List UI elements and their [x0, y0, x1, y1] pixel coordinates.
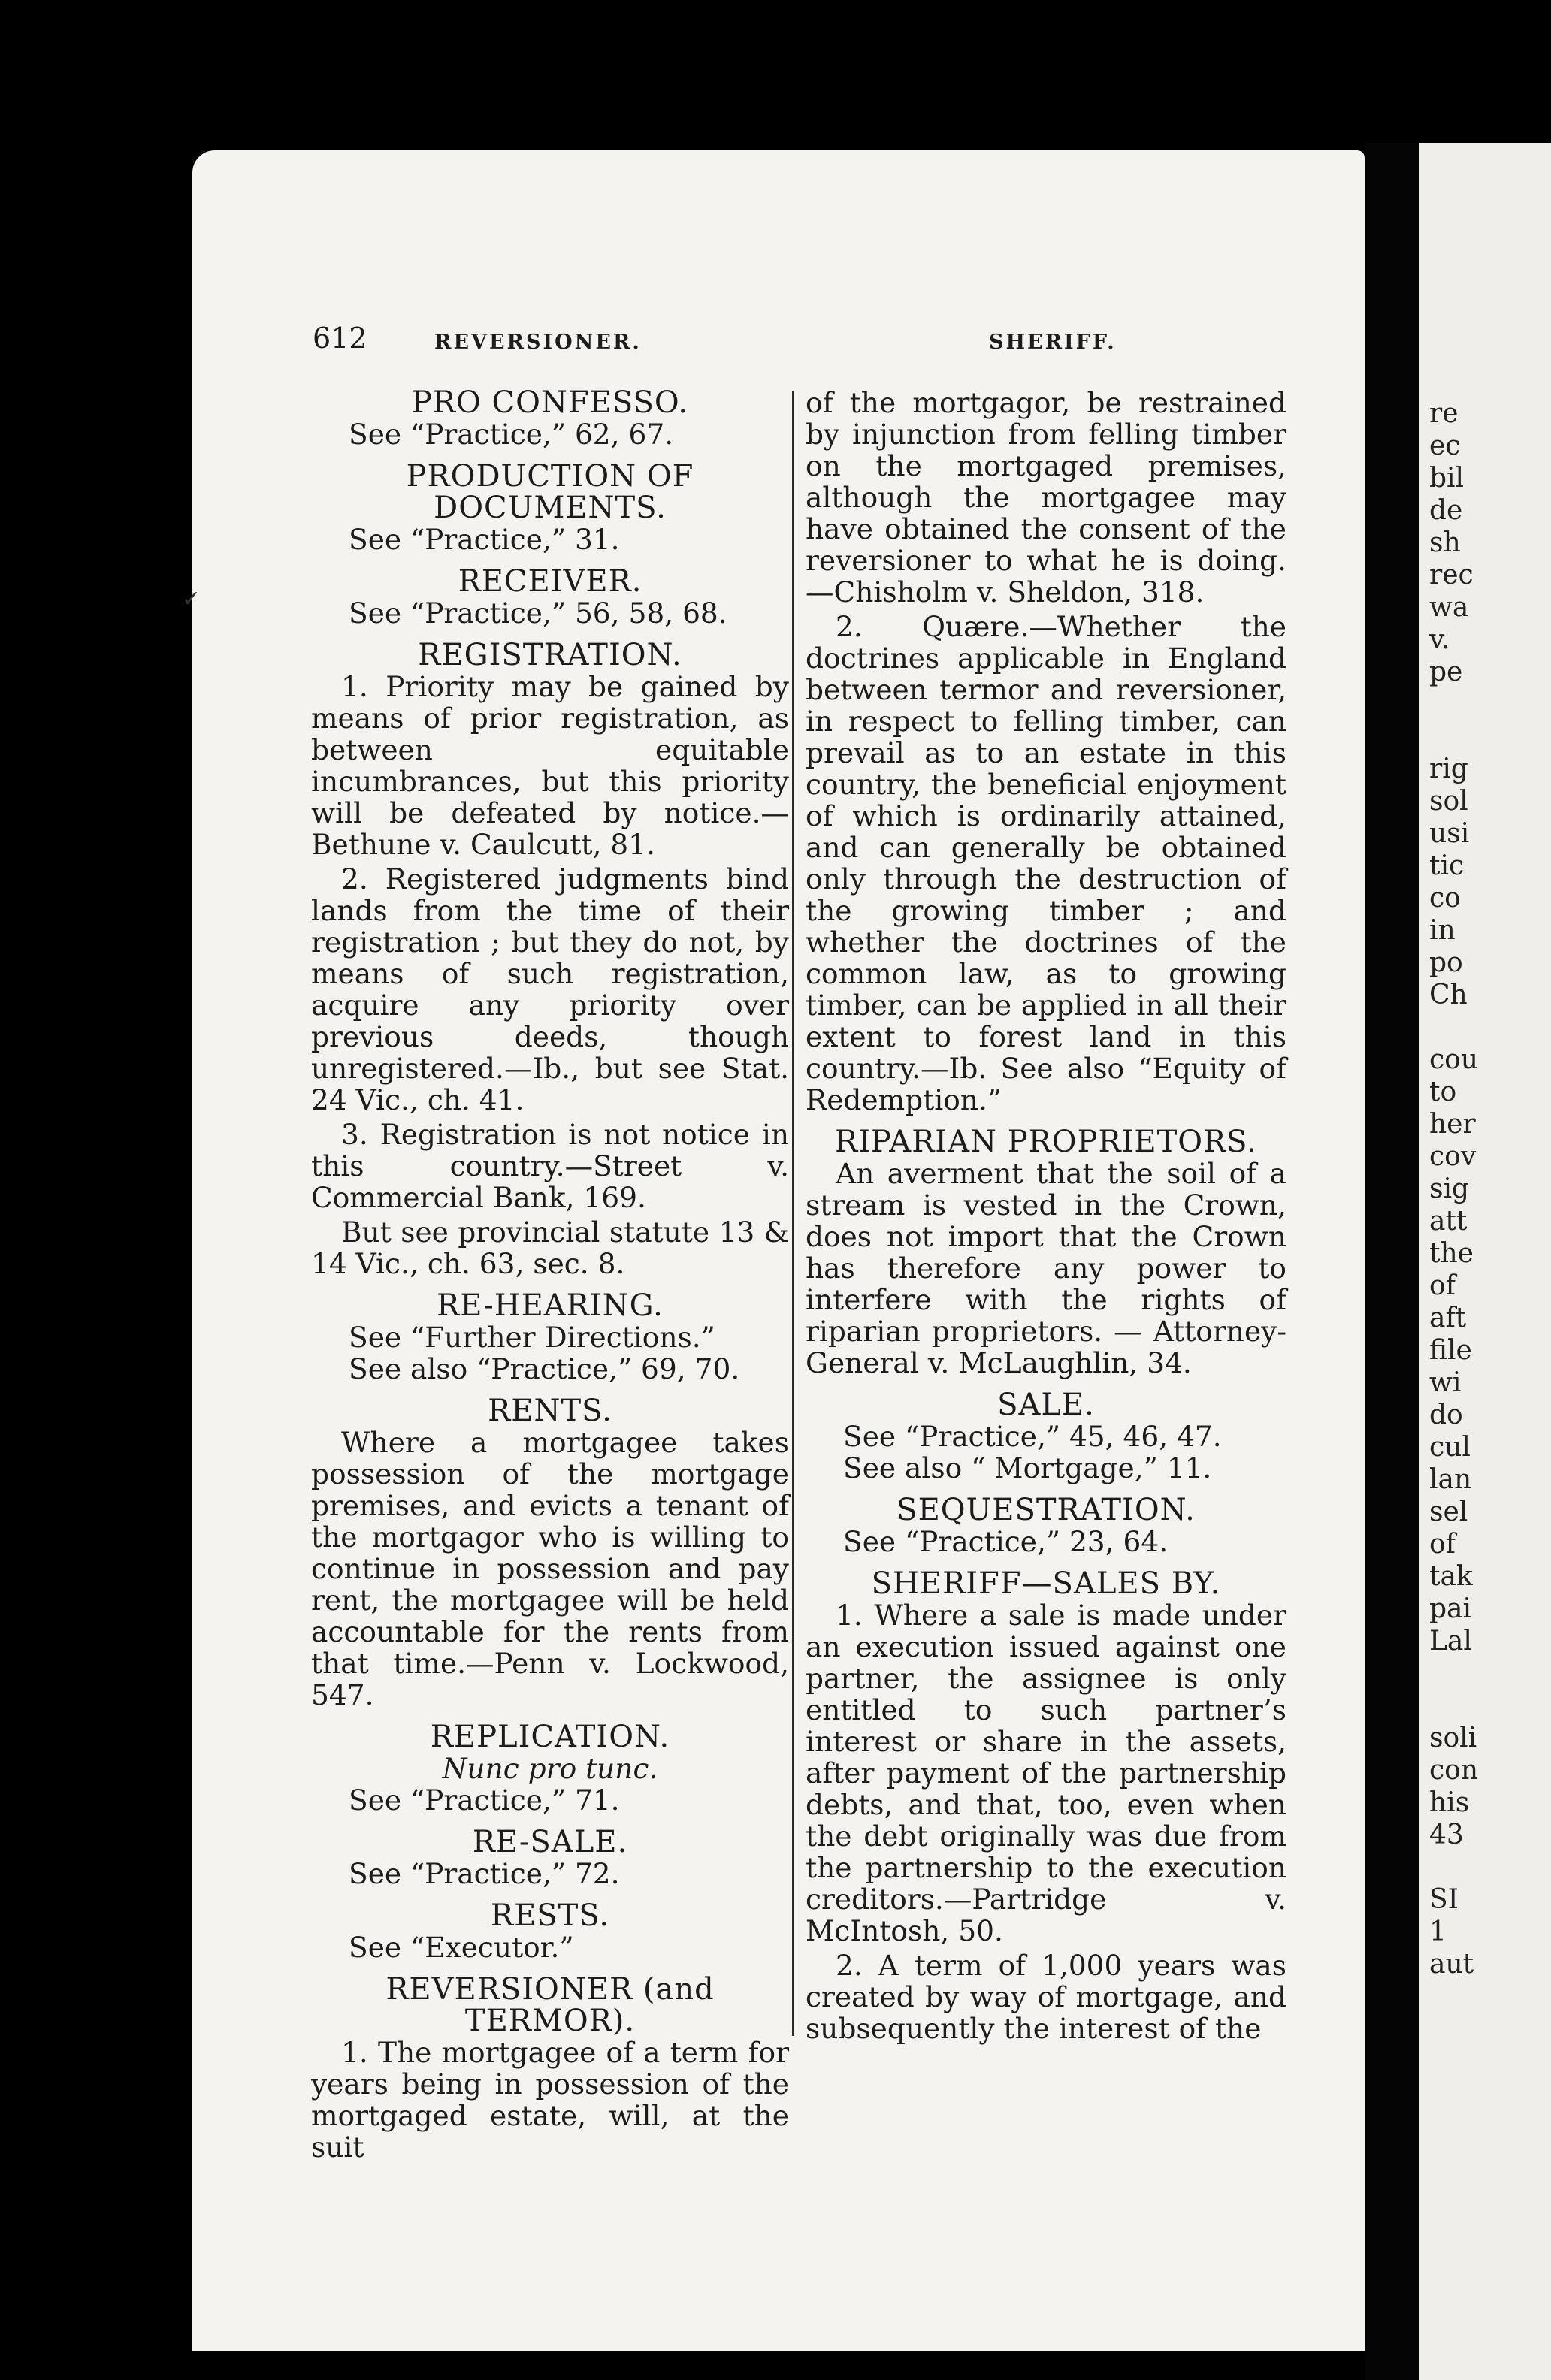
section-heading: RE-SALE. [472, 1825, 628, 1859]
facing-page-text-fragment: usi [1429, 818, 1470, 849]
facing-page-text-fragment: pe [1429, 657, 1463, 687]
cross-reference: See also “ Mortgage,” 11. [843, 1451, 1212, 1484]
facing-page-text-fragment: wi [1429, 1367, 1462, 1398]
facing-page-text-fragment: soli [1429, 1723, 1477, 1753]
facing-page-text-fragment: lan [1429, 1464, 1472, 1495]
entry-paragraph: 3. Registration is not notice in this country.—Street v. Commercial Bank, 169. [311, 1118, 789, 1214]
facing-page-text-fragment: 43 [1429, 1820, 1464, 1850]
section-heading: RENTS. [488, 1394, 612, 1428]
section-heading: RESTS. [490, 1898, 610, 1933]
section-heading: SEQUESTRATION. [896, 1493, 1196, 1527]
facing-page-text-fragment: cov [1429, 1141, 1477, 1172]
section-heading: REGISTRATION. [418, 638, 682, 672]
left-column [311, 387, 789, 2163]
facing-page-text-fragment: in [1429, 915, 1456, 946]
facing-page-text-fragment: file [1429, 1335, 1472, 1366]
facing-page-text-fragment: of [1429, 1529, 1456, 1560]
cross-reference: See “Practice,” 56, 58, 68. [349, 597, 727, 630]
facing-page-text-fragment: aut [1429, 1949, 1474, 1980]
cross-reference: See “Practice,” 31. [349, 523, 620, 556]
facing-page-text-fragment: tic [1429, 850, 1465, 881]
subheading-italic: Nunc pro tunc. [442, 1752, 658, 1785]
facing-page-text-fragment: con [1429, 1755, 1479, 1786]
cross-reference: See “Further Directions.” [349, 1321, 715, 1354]
facing-page-text-fragment: the [1429, 1238, 1474, 1269]
facing-page-text-fragment: aft [1429, 1303, 1467, 1333]
entry-paragraph: 1. Where a sale is made under an execution issued against one partner, the assignee is only entitled to such partner’s interest or share in the assets, after payment of the partnership debts, and that, too, even when the debt originally was due from the partnership to the execution creditors.—Partridge v. McIntosh, 50. [806, 1599, 1286, 1947]
facing-page-text-fragment: tak [1429, 1561, 1473, 1592]
margin-mark: ✓ [182, 586, 201, 612]
section-heading: RIPARIAN PROPRIETORS. [835, 1125, 1257, 1159]
facing-page-text-fragment: v. [1429, 624, 1450, 655]
cross-reference: See also “Practice,” 69, 70. [349, 1352, 740, 1385]
facing-page-text-fragment: att [1429, 1206, 1468, 1237]
facing-page-text-fragment: Lal [1429, 1626, 1472, 1657]
facing-page-text-fragment: bil [1429, 463, 1465, 494]
entry-paragraph: 1. Priority may be gained by means of prior registration, as between equitable incumbrances, but this priority will be defeated by notice.—Bethune v. Caulcutt, 81. [311, 670, 789, 861]
cross-reference: See “Practice,” 72. [349, 1857, 620, 1890]
facing-page-text-fragment: 1 [1429, 1916, 1447, 1947]
cross-reference: See “Practice,” 62, 67. [349, 418, 674, 451]
facing-page-text-fragment: SI [1429, 1884, 1459, 1915]
facing-page-text-fragment: de [1429, 495, 1463, 526]
section-heading: PRO CONFESSO. [411, 385, 689, 420]
entry-paragraph: 2. Registered judgments bind lands from the time of their registration ; but they do not, by means of such registration, acquire any priority over previous deeds, though unregistered.—Ib., but see Stat. 24 Vic., ch. 41. [311, 862, 789, 1116]
facing-page-text-fragment: sol [1429, 786, 1468, 817]
facing-page-text-fragment: cul [1429, 1432, 1471, 1463]
facing-page-text-fragment: cou [1429, 1044, 1479, 1075]
entry-paragraph: But see provincial statute 13 & 14 Vic., ch. 63, sec. 8. [311, 1216, 789, 1280]
page-gutter [1365, 143, 1419, 2380]
entry-paragraph: 1. The mortgagee of a term for years being in possession of the mortgaged estate, will, at the suit [311, 2036, 789, 2164]
right-running-head: SHERIFF. [989, 331, 1117, 354]
facing-page-text-fragment: sel [1429, 1497, 1468, 1527]
facing-page-text-fragment: sig [1429, 1173, 1470, 1204]
facing-page-text-fragment: ec [1429, 430, 1461, 461]
facing-page-text-fragment: rec [1429, 560, 1474, 590]
right-column [806, 387, 1286, 2044]
facing-page-text-fragment: rig [1429, 754, 1468, 784]
facing-page-text-fragment: his [1429, 1787, 1470, 1818]
entry-paragraph: An averment that the soil of a stream is vested in the Crown, does not import that the Crown has therefore any power to interfere with the rights of riparian proprietors. — Attorney-General v. McLaughlin, 34. [806, 1157, 1286, 1379]
section-heading: REPLICATION. [430, 1720, 670, 1754]
facing-page-text-fragment: re [1429, 398, 1459, 429]
section-heading: SHERIFF—SALES BY. [871, 1566, 1221, 1601]
facing-page-text-fragment: po [1429, 947, 1463, 978]
facing-page-text-fragment: do [1429, 1400, 1463, 1430]
facing-page-text-fragment: her [1429, 1109, 1476, 1140]
facing-page-text-fragment: of [1429, 1270, 1456, 1301]
column-rule [792, 391, 794, 2036]
facing-page-text-fragment: co [1429, 883, 1461, 914]
entry-paragraph: 2. Quære.—Whether the doctrines applicable in England between termor and reversioner, in respect to felling timber, can prevail as to an estate in this country, the beneficial enjoyment of which is ordinarily attained, and can generally be obtained only through the destruction of the growing timber ; and whether the doctrines of the common law, as to growing timber, can be applied in all their extent to forest land in this country.—Ib. See also “Equity of Redemption.” [806, 610, 1286, 1116]
left-running-head: REVERSIONER. [434, 331, 642, 354]
facing-page-text-fragment: wa [1429, 592, 1469, 623]
cross-reference: See “Practice,” 45, 46, 47. [843, 1420, 1222, 1453]
section-heading: RE-HEARING. [437, 1288, 664, 1323]
section-heading: RECEIVER. [458, 564, 642, 599]
entry-paragraph: Where a mortgagee takes possession of the mortgage premises, and evicts a tenant of the mortgagor who is willing to continue in possession and pay rent, the mortgagee will be held accountable for the rents from that time.—Penn v. Lockwood, 547. [311, 1426, 789, 1711]
facing-page-text-fragment: sh [1429, 527, 1461, 558]
entry-paragraph: of the mortgagor, be restrained by injunction from felling timber on the mortgaged premises, although the mortgagee may have obtained the consent of the reversioner to what he is doing.—Chisholm v. Sheldon, 318. [806, 386, 1286, 609]
section-heading: SALE. [997, 1388, 1095, 1422]
section-heading: PRODUCTION OF DOCUMENTS. [406, 459, 694, 525]
section-heading: REVERSIONER (and TERMOR). [385, 1972, 715, 2038]
facing-page-text-fragment: pai [1429, 1593, 1472, 1624]
page-number: 612 [313, 322, 367, 355]
running-header [313, 322, 1282, 356]
entry-paragraph: 2. A term of 1,000 years was created by way of mortgage, and subsequently the interest of the [806, 1949, 1286, 2045]
facing-page-edge [1419, 143, 1551, 2380]
cross-reference: See “Practice,” 71. [349, 1783, 620, 1817]
facing-page-text-fragment: Ch [1429, 980, 1468, 1010]
facing-page-text-fragment: to [1429, 1077, 1457, 1107]
cross-reference: See “Practice,” 23, 64. [843, 1525, 1169, 1558]
cross-reference: See “Executor.” [349, 1931, 574, 1964]
